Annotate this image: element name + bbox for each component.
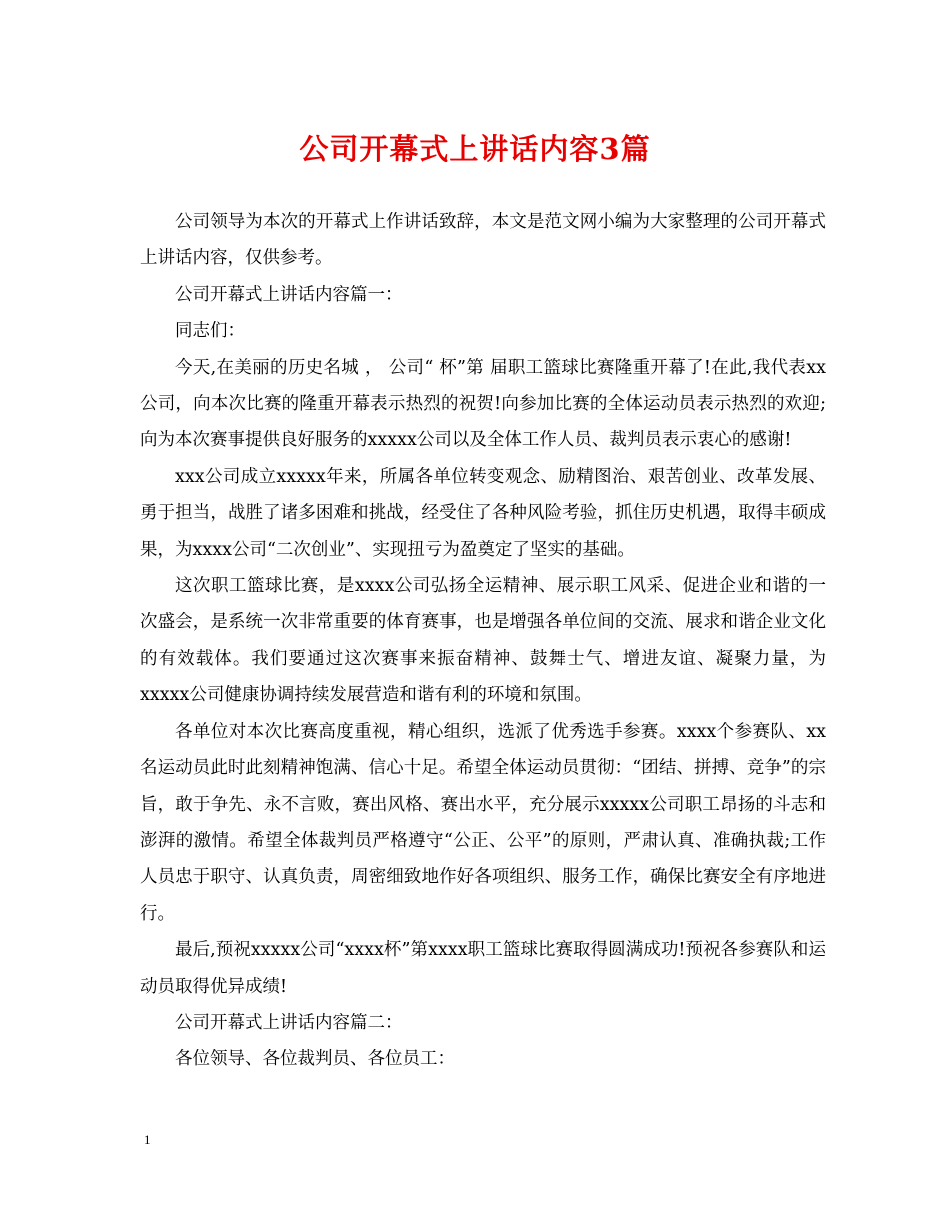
paragraph-intro: 公司领导为本次的开幕式上作讲话致辞，本文是范文网小编为大家整理的公司开幕式上讲话内容，仅供参考。 [140, 212, 826, 269]
paragraph: 今天,在美丽的历史名城 ， 公司“ 杯”第 届职工篮球比赛隆重开幕了!在此,我代表xx公司，向本次比赛的隆重开幕表示热烈的祝贺!向参加比赛的全体运动员表示热烈的欢迎;向为本次赛事提供良好服务的xxxxx公司以及全体工作人员、裁判员表示衷心的感谢! [140, 357, 826, 451]
section-heading-speech-two: 公司开幕式上讲话内容篇二： [175, 1012, 403, 1033]
section-heading-speech-one: 公司开幕式上讲话内容篇一： [175, 284, 403, 305]
salutation: 各位领导、各位裁判员、各位员工： [175, 1049, 455, 1070]
paragraph: 这次职工篮球比赛，是xxxx公司弘扬全运精神、展示职工风采、促进企业和谐的一次盛会，是系统一次非常重要的体育赛事，也是增强各单位间的交流、展求和谐企业文化的有效载体。我们要通过这次赛事来振奋精神、鼓舞士气、增进友谊、凝聚力量，为xxxxx公司健康协调持续发展营造和谐有利的环境和氛围。 [140, 576, 826, 706]
document-title: 公司开幕式上讲话内容3篇 [299, 132, 651, 166]
paragraph-closing: 最后,预祝xxxxx公司“xxxx杯”第xxxx职工篮球比赛取得圆满成功!预祝各参赛队和运动员取得优异成绩! [140, 940, 826, 997]
document-body [140, 204, 826, 1078]
salutation: 同志们： [175, 321, 245, 342]
paragraph: 各单位对本次比赛高度重视，精心组织，选派了优秀选手参赛。xxxx个参赛队、xx名运动员此时此刻精神饱满、信心十足。希望全体运动员贯彻：“团结、拼搏、竞争”的宗旨，敢于争先、永不言败，赛出风格、赛出水平，充分展示xxxxx公司职工昂扬的斗志和澎湃的激情。希望全体裁判员严格遵守“公正、公平”的原则，严肃认真、准确执裁;工作人员忠于职守、认真负责，周密细致地作好各项组织、服务工作，确保比赛安全有序地进行。 [140, 721, 826, 924]
page-number: 1 [144, 1132, 151, 1147]
paragraph: xxx公司成立xxxxx年来，所属各单位转变观念、励精图治、艰苦创业、改革发展、勇于担当，战胜了诸多困难和挑战，经受住了各种风险考验，抓住历史机遇，取得丰硕成果，为xxxx公司“二次创业”、实现扭亏为盈奠定了坚实的基础。 [140, 466, 826, 560]
